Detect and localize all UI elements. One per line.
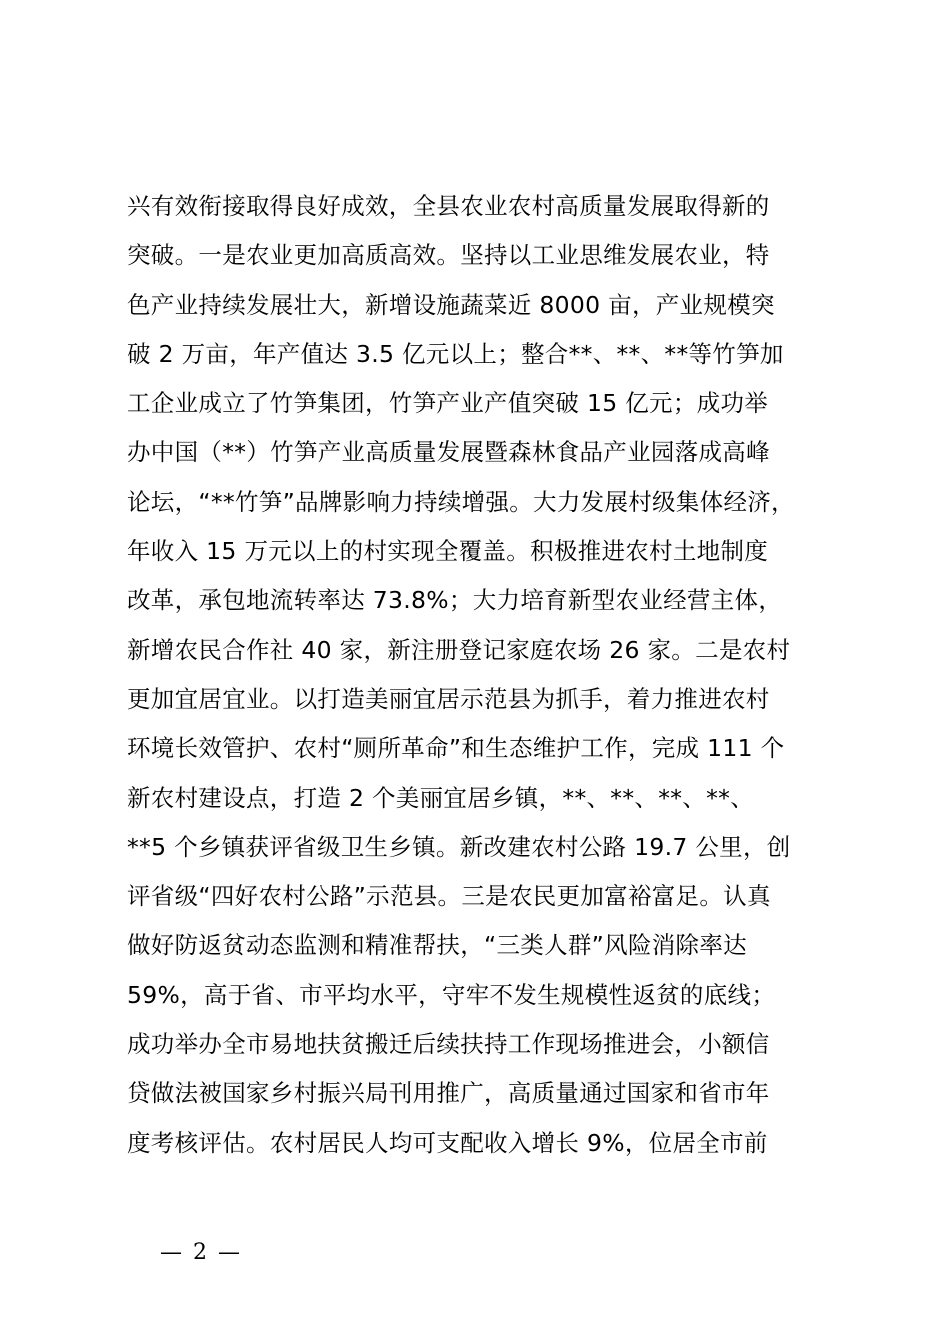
text-line: 突破。一是农业更加高质高效。坚持以工业思维发展农业，特: [127, 241, 770, 270]
text-line: 度考核评估。农村居民人均可支配收入增长 9%，位居全市前: [127, 1128, 768, 1157]
text-line: 色产业持续发展壮大，新增设施蔬菜近 8000 亩，产业规模突: [127, 290, 775, 319]
text-line: 新增农民合作社 40 家，新注册登记家庭农场 26 家。二是农村: [127, 635, 791, 664]
text-line: 论坛，“**竹笋”品牌影响力持续增强。大力发展村级集体经济，: [127, 487, 795, 516]
text-line: 评省级“四好农村公路”示范县。三是农民更加富裕富足。认真: [127, 882, 771, 911]
text-line: 兴有效衔接取得良好成效，全县农业农村高质量发展取得新的: [127, 192, 770, 220]
body-paragraph: [127, 182, 847, 1168]
text-line: 环境长效管护、农村“厕所革命”和生态维护工作，完成 111 个: [127, 734, 785, 763]
text-line: 贷做法被国家乡村振兴局刊用推广，高质量通过国家和省市年: [127, 1079, 770, 1108]
text-line: 年收入 15 万元以上的村实现全覆盖。积极推进农村土地制度: [127, 537, 769, 566]
text-line: **5 个乡镇获评省级卫生乡镇。新改建农村公路 19.7 公里，创: [127, 832, 791, 861]
page-number: — 2 —: [160, 1240, 242, 1265]
text-line: 做好防返贫动态监测和精准帮扶，“三类人群”风险消除率达: [127, 931, 747, 960]
text-line: 成功举办全市易地扶贫搬迁后续扶持工作现场推进会，小额信: [127, 1030, 770, 1059]
text-line: 办中国（**）竹笋产业高质量发展暨森林食品产业园落成高峰: [127, 438, 770, 467]
text-line: 59%，高于省、市平均水平，守牢不发生规模性返贫的底线；: [127, 980, 776, 1009]
text-line: 新农村建设点，打造 2 个美丽宜居乡镇，**、**、**、**、: [127, 783, 754, 812]
text-line: 改革，承包地流转率达 73.8%；大力培育新型农业经营主体，: [127, 586, 783, 615]
text-line: 工企业成立了竹笋集团，竹笋产业产值突破 15 亿元；成功举: [127, 389, 769, 418]
text-line: 破 2 万亩，年产值达 3.5 亿元以上；整合**、**、**等竹笋加: [127, 339, 784, 368]
text-line: 更加宜居宜业。以打造美丽宜居示范县为抓手，着力推进农村: [127, 684, 770, 713]
